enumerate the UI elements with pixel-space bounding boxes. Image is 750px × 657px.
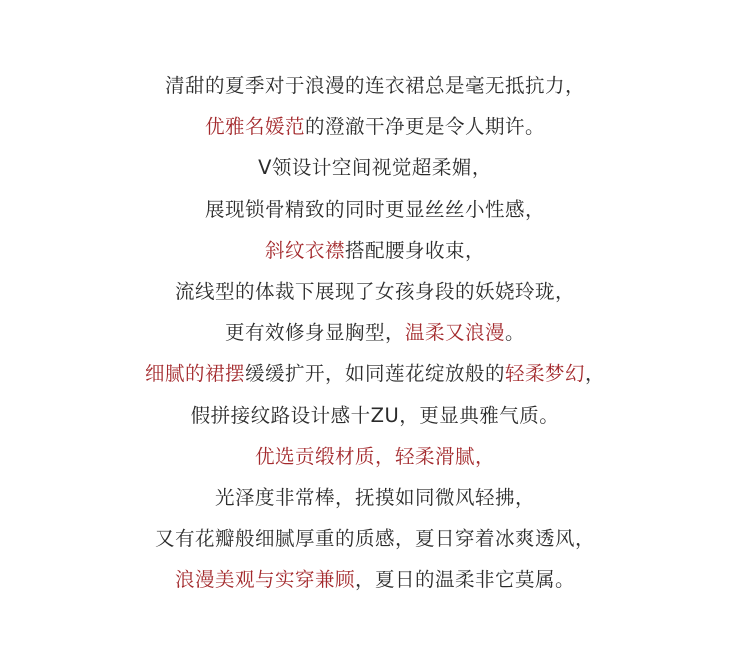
text-line [0,235,750,276]
text-line [0,523,750,564]
text-segment: 的澄澈干净更是令人期许。 [305,115,546,139]
text-line [0,441,750,482]
text-segment: ，夏日的温柔非它莫属。 [355,568,576,592]
text-segment: 又有花瓣般细腻厚重的质感，夏日穿着冰爽透风， [154,527,595,551]
text-line [0,276,750,317]
text-line [0,111,750,152]
product-description [0,70,750,605]
text-segment: ， [585,362,606,386]
text-segment: 更有效修身显胸型， [224,321,405,345]
text-line [0,358,750,399]
text-segment: 搭配腰身收束， [345,238,486,262]
text-segment: 清甜的夏季对于浪漫的连衣裙总是毫无抵抗力， [164,74,585,97]
text-line [0,482,750,523]
text-line [0,564,750,605]
text-segment: 展现锁骨精致的同时更显丝丝小性感， [204,197,545,221]
highlight-segment: 细腻的裙摆 [144,362,245,386]
text-segment: 流线型的体裁下展现了女孩身段的妖娆玲珑， [174,279,575,303]
text-line [0,400,750,441]
text-line [0,194,750,235]
highlight-segment: 浪漫美观与实穿兼顾 [174,568,355,592]
text-line [0,70,750,111]
text-segment: 光泽度非常棒，抚摸如同微风轻拂， [214,485,535,509]
text-line [0,317,750,358]
text-segment: 缓缓扩开，如同莲花绽放般的 [244,362,505,386]
text-segment: V领设计空间视觉超柔媚， [258,156,492,180]
highlight-segment: 轻柔梦幻 [505,362,586,386]
highlight-segment: 斜纹衣襟 [264,238,345,262]
text-line [0,152,750,193]
highlight-segment: 优选贡缎材质，轻柔滑腻， [254,444,495,468]
text-segment: 。 [505,321,526,345]
highlight-segment: 温柔又浪漫 [404,321,505,345]
highlight-segment: 优雅名媛范 [204,115,305,139]
text-segment: 假拼接纹路设计感十ZU，更显典雅气质。 [190,403,560,427]
